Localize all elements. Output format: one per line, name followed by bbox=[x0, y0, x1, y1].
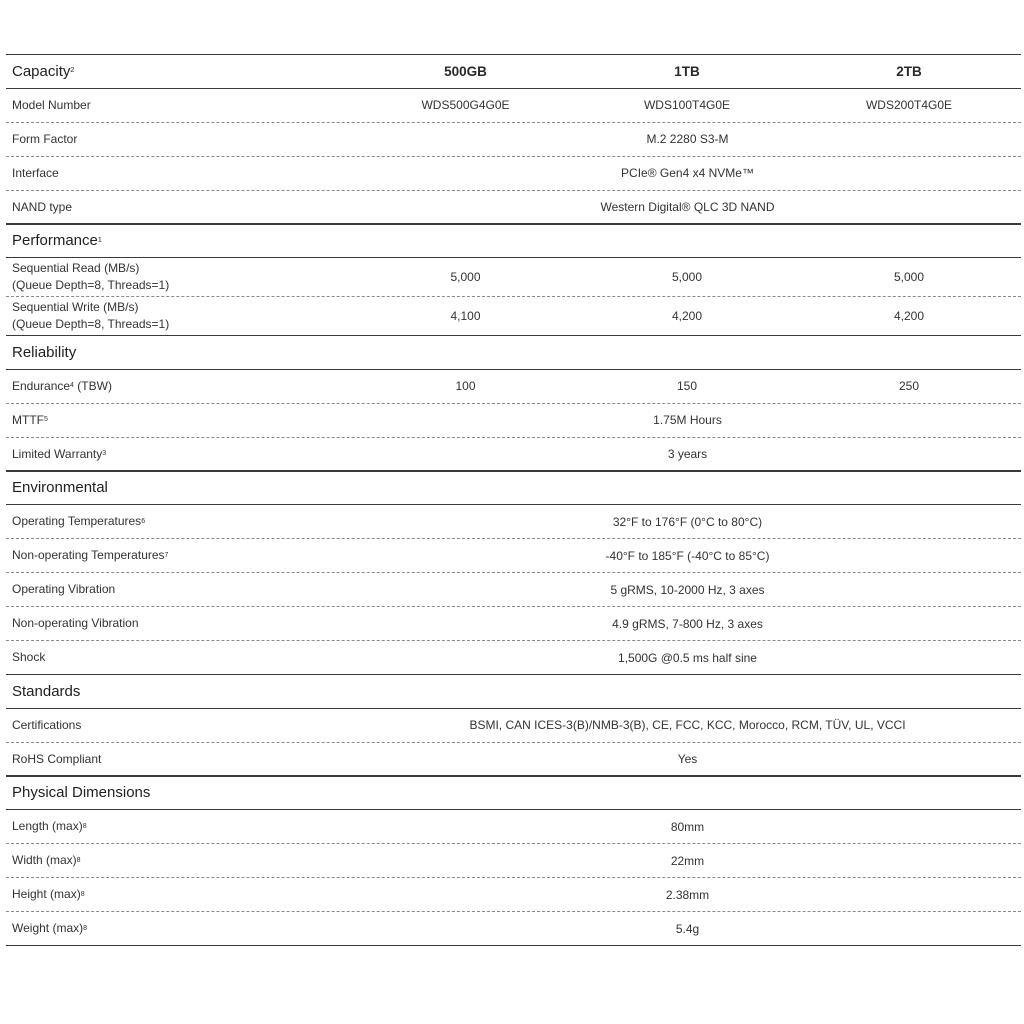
row-label: Operating Temperatures 6 bbox=[12, 514, 146, 528]
environmental-group bbox=[6, 505, 1021, 675]
cell-2tb: 250 bbox=[898, 379, 920, 393]
row-label: Limited Warranty 3 bbox=[12, 446, 107, 461]
cell-500gb: 4,100 bbox=[450, 309, 481, 323]
cell-all: 2.38mm bbox=[665, 887, 710, 902]
row-label: Non-operating Temperatures 7 bbox=[12, 548, 169, 562]
row-label: Height (max) 8 bbox=[12, 887, 85, 901]
label-line-2: (Queue Depth=8, Threads=1) bbox=[12, 278, 170, 292]
cell-all: 22mm bbox=[670, 853, 705, 868]
operating-vibration-row bbox=[6, 573, 1021, 607]
section-title: Standards bbox=[12, 682, 81, 700]
row-label: Width (max) 8 bbox=[12, 853, 81, 867]
section-title: Reliability bbox=[12, 343, 77, 361]
rohs-compliant-row bbox=[6, 743, 1021, 777]
performance-section-header bbox=[6, 223, 1021, 258]
cell-2tb: 4,200 bbox=[893, 309, 925, 323]
height-row bbox=[6, 878, 1021, 912]
section-title: Environmental bbox=[12, 479, 108, 496]
capacity-group bbox=[6, 89, 1021, 225]
width-row bbox=[6, 844, 1021, 878]
row-label: Shock bbox=[12, 650, 46, 664]
cell-all: 5 gRMS, 10-2000 Hz, 3 axes bbox=[610, 582, 765, 597]
cell-all: 4.9 gRMS, 7-800 Hz, 3 axes bbox=[612, 616, 763, 631]
cell-all: -40°F to 185°F (-40°C to 85°C) bbox=[605, 548, 770, 563]
row-label: MTTF 5 bbox=[12, 412, 48, 427]
cell-all: PCIe® Gen4 x4 NVMe™ bbox=[621, 166, 754, 180]
cell-500gb: 100 bbox=[455, 379, 476, 393]
cell-2tb: WDS200T4G0E bbox=[865, 98, 953, 112]
row-label: Model Number bbox=[12, 97, 91, 112]
cell-500gb: 5,000 bbox=[450, 270, 481, 284]
cell-2tb: 5,000 bbox=[893, 270, 925, 284]
cell-all: 1.75M Hours bbox=[653, 413, 722, 427]
operating-temperatures-row bbox=[6, 505, 1021, 539]
cell-all: M.2 2280 S3-M bbox=[646, 132, 729, 146]
cell-all: 3 years bbox=[667, 447, 708, 461]
cell-all: Yes bbox=[677, 752, 698, 766]
row-label: Weight (max) 8 bbox=[12, 921, 88, 935]
interface-row bbox=[6, 157, 1021, 191]
section-title: Performance 1 bbox=[12, 232, 102, 249]
spec-table bbox=[6, 55, 1021, 946]
cell-all: BSMI, CAN ICES-3(B)/NMB-3(B), CE, FCC, KCC, Morocco, RCM, TÜV, UL, VCCI bbox=[469, 718, 906, 732]
cell-500gb: WDS500G4G0E bbox=[421, 98, 510, 112]
column-1tb: 1TB bbox=[674, 63, 700, 79]
nand-type-row bbox=[6, 191, 1021, 225]
reliability-group bbox=[6, 370, 1021, 472]
cell-all: 1,500G @0.5 ms half sine bbox=[618, 650, 757, 665]
capacity-heading: Capacity 2 bbox=[12, 62, 75, 80]
row-label: Form Factor bbox=[12, 131, 78, 146]
cell-all: Western Digital® QLC 3D NAND bbox=[600, 200, 775, 214]
column-2tb: 2TB bbox=[896, 63, 922, 79]
standards-group bbox=[6, 709, 1021, 777]
environmental-section-header bbox=[6, 470, 1021, 505]
cell-1tb: 4,200 bbox=[671, 309, 703, 323]
row-label bbox=[6, 258, 342, 296]
row-label: Length (max) 8 bbox=[12, 819, 87, 833]
cell-all: 80mm bbox=[670, 819, 705, 834]
row-label: Interface bbox=[12, 165, 59, 180]
cell-all: 32°F to 176°F (0°C to 80°C) bbox=[612, 514, 763, 529]
label-line-2: (Queue Depth=8, Threads=1) bbox=[12, 317, 170, 331]
row-label: RoHS Compliant bbox=[12, 751, 102, 766]
standards-section-header bbox=[6, 674, 1021, 709]
model-number-row bbox=[6, 89, 1021, 123]
cell-all: 5.4g bbox=[675, 921, 700, 936]
label-line-1: Sequential Read (MB/s) bbox=[12, 261, 140, 275]
row-label: Certifications bbox=[12, 717, 82, 732]
physical-group bbox=[6, 810, 1021, 946]
limited-warranty-row bbox=[6, 438, 1021, 472]
label-line-1: Sequential Write (MB/s) bbox=[12, 300, 139, 314]
form-factor-row bbox=[6, 123, 1021, 157]
reliability-section-header bbox=[6, 335, 1021, 370]
certifications-row bbox=[6, 709, 1021, 743]
row-label: NAND type bbox=[12, 199, 73, 214]
section-title: Physical Dimensions bbox=[12, 784, 151, 801]
sequential-write-row bbox=[6, 297, 1021, 336]
row-label bbox=[6, 297, 342, 335]
weight-row bbox=[6, 912, 1021, 946]
cell-1tb: WDS100T4G0E bbox=[643, 98, 731, 112]
sequential-read-row bbox=[6, 258, 1021, 297]
row-label: Operating Vibration bbox=[12, 582, 116, 596]
physical-dimensions-section-header bbox=[6, 775, 1021, 810]
mttf-row bbox=[6, 404, 1021, 438]
non-operating-vibration-row bbox=[6, 607, 1021, 641]
row-label: Endurance 4 (TBW) bbox=[12, 378, 112, 393]
capacity-header-row bbox=[6, 54, 1021, 89]
performance-group bbox=[6, 258, 1021, 336]
shock-row bbox=[6, 641, 1021, 675]
cell-1tb: 150 bbox=[676, 379, 698, 393]
row-label: Non-operating Vibration bbox=[12, 616, 139, 630]
non-operating-temperatures-row bbox=[6, 539, 1021, 573]
column-500gb: 500GB bbox=[444, 63, 487, 79]
length-row bbox=[6, 810, 1021, 844]
endurance-row bbox=[6, 370, 1021, 404]
cell-1tb: 5,000 bbox=[671, 270, 703, 284]
